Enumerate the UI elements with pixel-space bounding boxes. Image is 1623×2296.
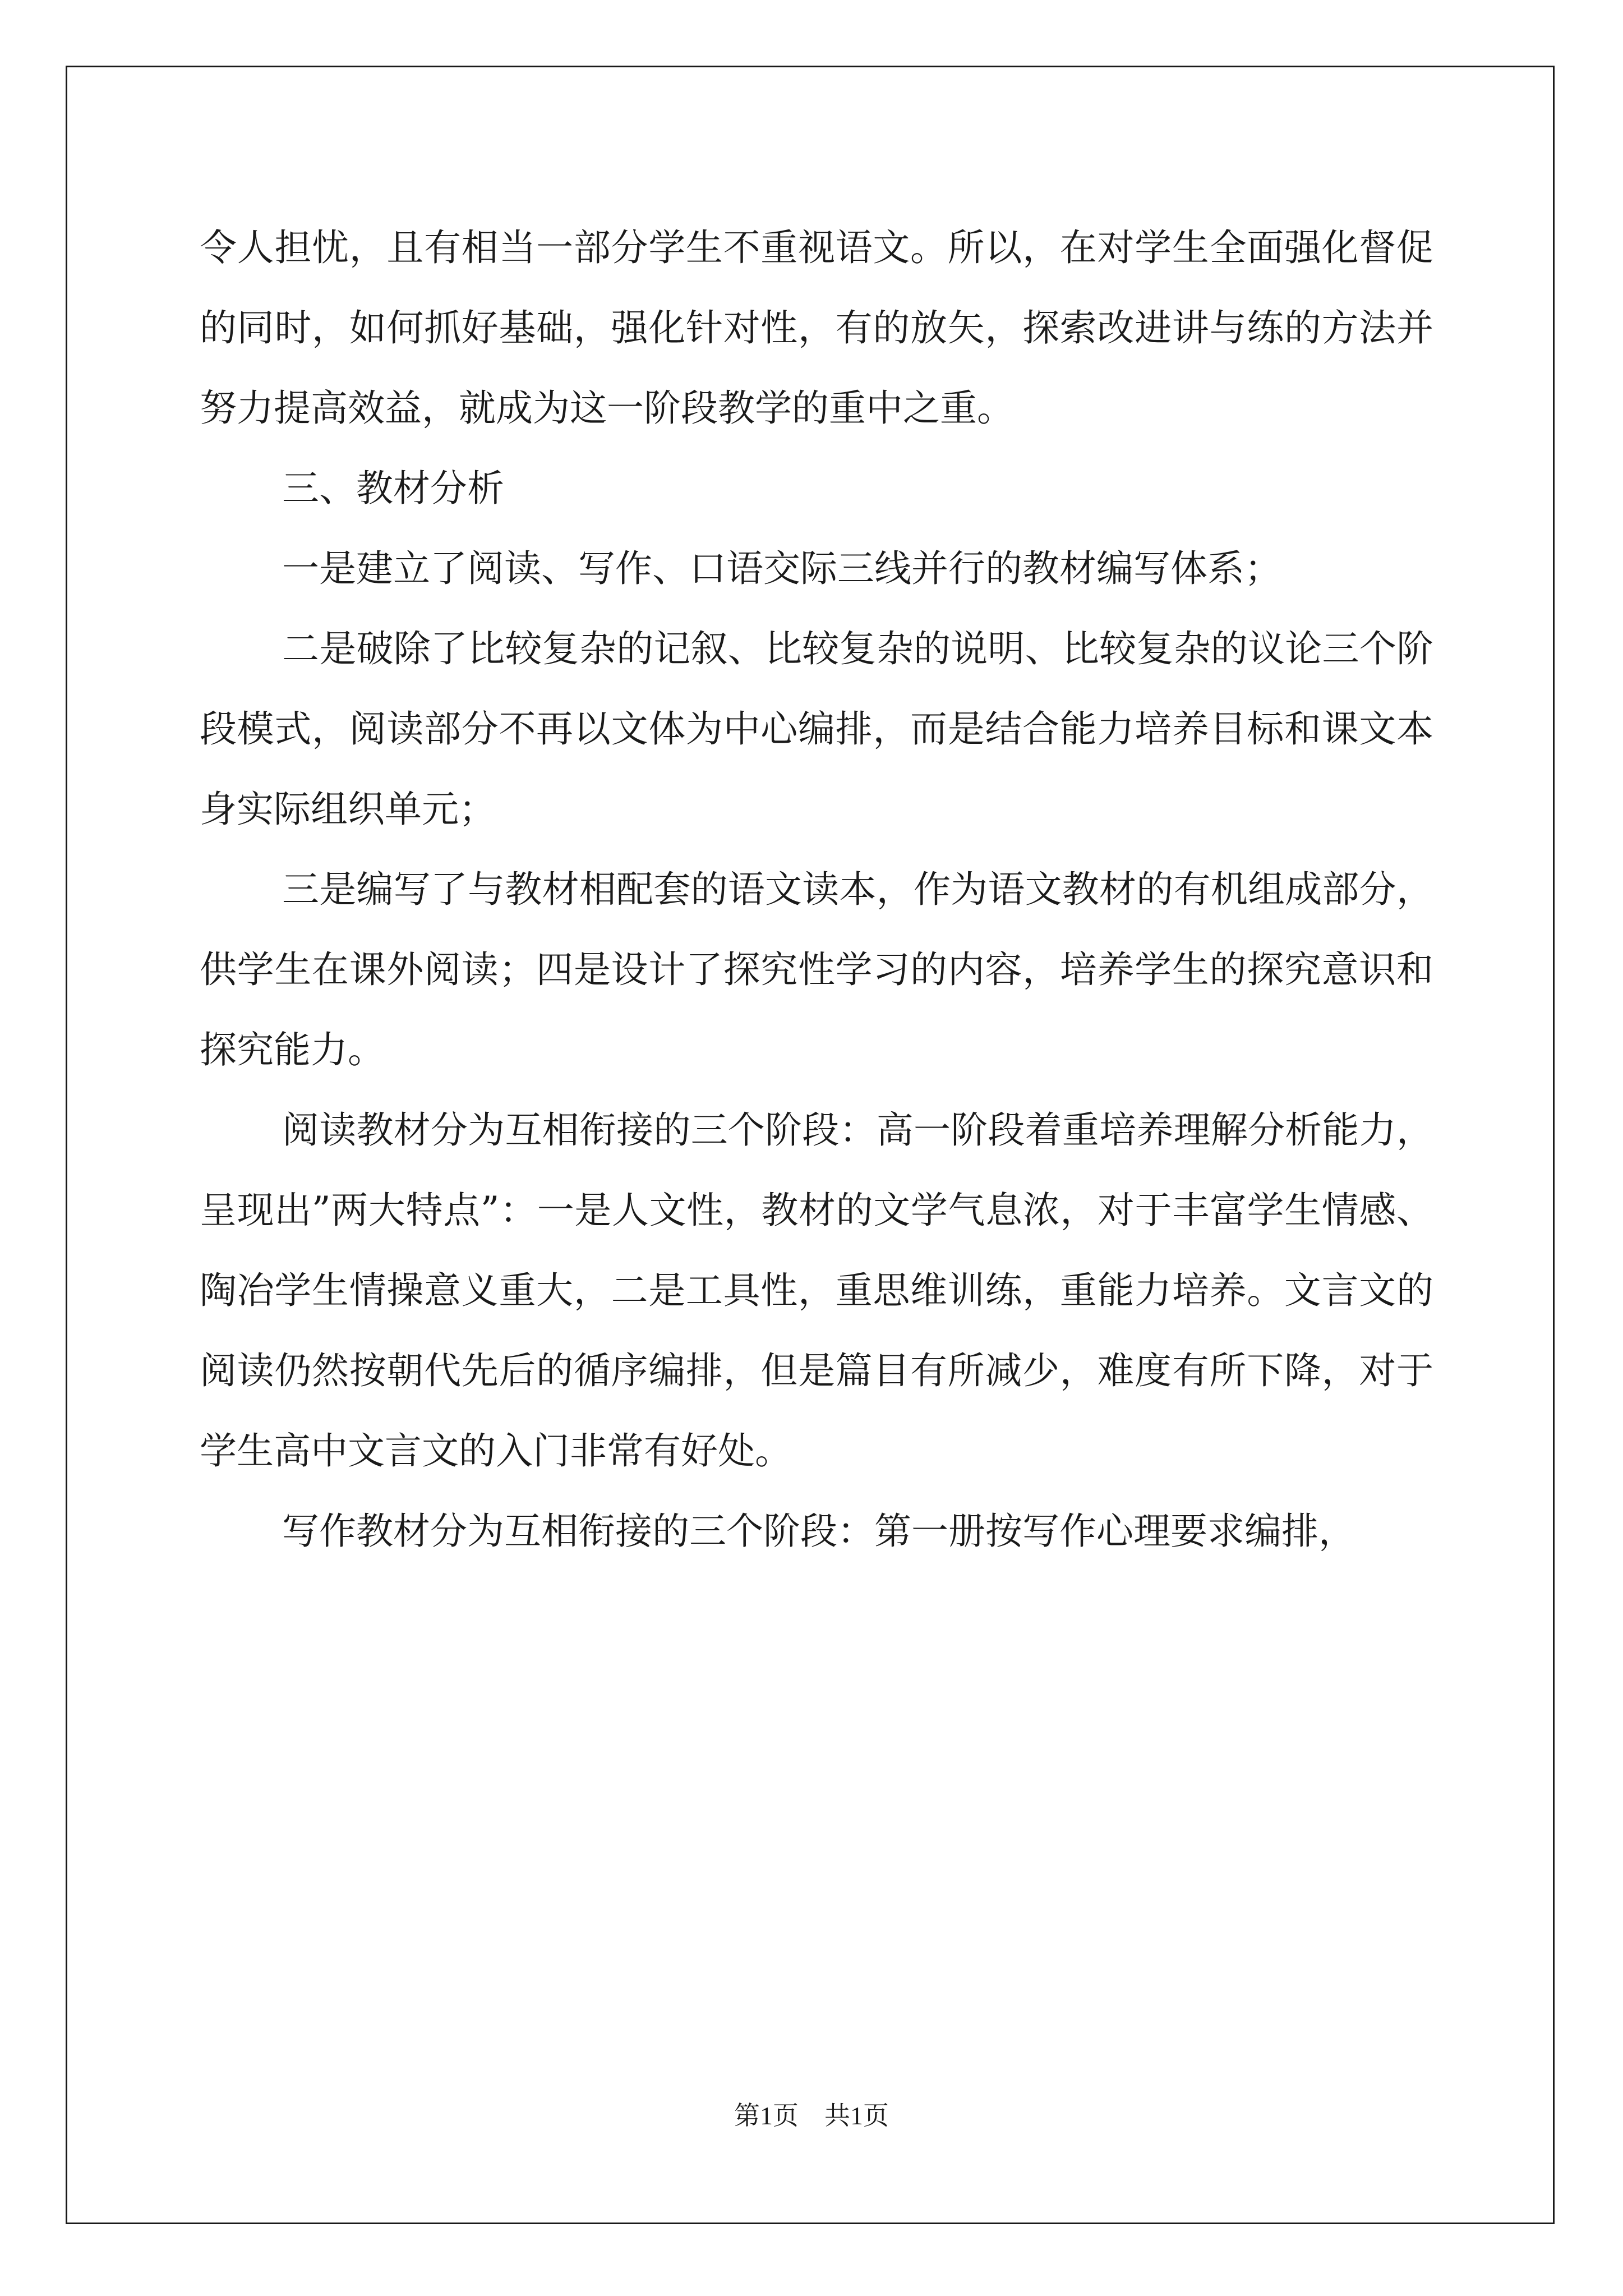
page-footer [0,2099,1623,2133]
paragraph: 二是破除了比较复杂的记叙、比较复杂的说明、比较复杂的议论三个阶段模式，阅读部分不再以文体为中心编排，而是结合能力培养目标和课文本身实际组织单元； [200,627,1433,831]
document-body [200,208,1433,1571]
paragraph: 阅读教材分为互相衔接的三个阶段：高一阶段着重培养理解分析能力，呈现出”两大特点”：一是人文性，教材的文学气息浓，对于丰富学生情感、陶冶学生情操意义重大，二是工具性，重思维训练，重能力培养。文言文的阅读仍然按朝代先后的循序编排，但是篇目有所减少，难度有所下降，对于学生高中文言文的入门非常有好处。 [200,1108,1433,1473]
paragraph: 一是建立了阅读、写作、口语交际三线并行的教材编写体系； [282,547,1281,590]
page-number: 第1页 [734,2101,799,2130]
section-heading: 三、教材分析 [282,467,504,510]
paragraph: 三是编写了与教材相配套的语文读本，作为语文教材的有机组成部分，供学生在课外阅读；四是设计了探究性学习的内容，培养学生的探究意识和探究能力。 [200,868,1433,1071]
paragraph: 写作教材分为互相衔接的三个阶段：第一册按写作心理要求编排， [282,1510,1355,1553]
paragraph: 令人担忧，且有相当一部分学生不重视语文。所以，在对学生全面强化督促的同时，如何抓好基础，强化针对性，有的放矢，探索改进讲与练的方法并努力提高效益，就成为这一阶段教学的重中之重。 [200,226,1433,430]
page-total: 共1页 [824,2101,889,2130]
